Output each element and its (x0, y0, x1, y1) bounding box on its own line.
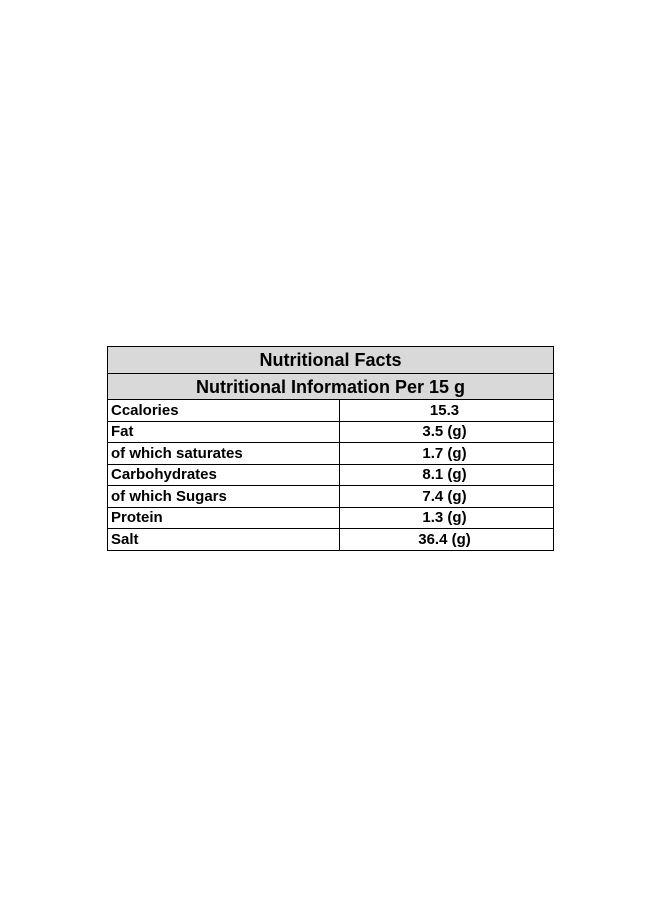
row-value: 3.5 (g) (340, 421, 554, 443)
table-row-fat (108, 421, 554, 443)
row-value: 36.4 (g) (340, 529, 554, 551)
nutrition-facts-panel (107, 346, 553, 551)
table-row-saturates (108, 443, 554, 465)
row-value: 8.1 (g) (340, 464, 554, 486)
row-value: 1.7 (g) (340, 443, 554, 465)
table-subtitle-row (108, 374, 554, 400)
table-subtitle: Nutritional Information Per 15 g (108, 374, 554, 400)
row-label: Fat (108, 421, 340, 443)
row-label: of which saturates (108, 443, 340, 465)
row-label: of which Sugars (108, 486, 340, 508)
table-row-salt (108, 529, 554, 551)
table-title: Nutritional Facts (108, 347, 554, 374)
row-label: Ccalories (108, 400, 340, 422)
table-row-carbohydrates (108, 464, 554, 486)
table-row-protein (108, 507, 554, 529)
row-label: Protein (108, 507, 340, 529)
row-label: Carbohydrates (108, 464, 340, 486)
table-row-sugars (108, 486, 554, 508)
nutrition-facts-table (107, 346, 554, 551)
table-title-row (108, 347, 554, 374)
row-value: 1.3 (g) (340, 507, 554, 529)
table-row-calories (108, 400, 554, 422)
row-value: 7.4 (g) (340, 486, 554, 508)
row-label: Salt (108, 529, 340, 551)
row-value: 15.3 (340, 400, 554, 422)
